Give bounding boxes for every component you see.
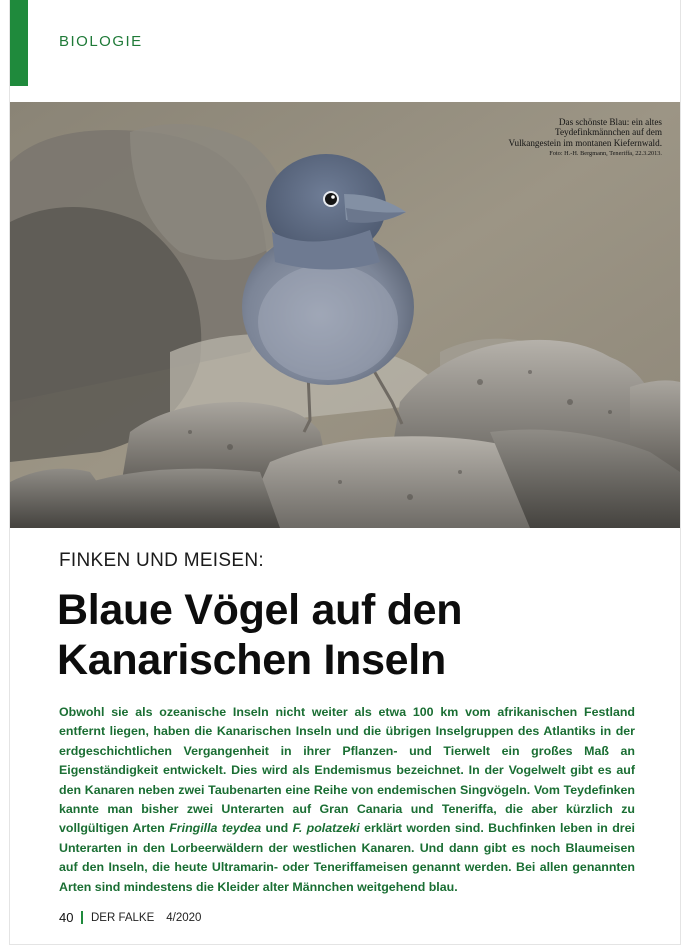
section-label: BIOLOGIE (59, 33, 143, 50)
caption-text: Das schönste Blau: ein altes Teydefinkmännchen auf dem Vulkangestein im montanen Kiefernwald. (508, 117, 662, 148)
blue-chaffinch-illustration (10, 102, 680, 528)
photo-caption (502, 117, 662, 157)
magazine-name: DER FALKE (90, 911, 155, 924)
footer-divider (81, 911, 83, 924)
headline-line-1: Blaue Vögel auf den (57, 586, 463, 634)
lead-text-3: erklärt worden sind. Buchfinken leben in drei Unterarten in den Lorbeerwäldern der westlichen Kanaren. Und dann gibt es noch Blaumeisen auf den Inseln, die heute Ultramarin- oder Teneriffameisen genannt werden. Bei allen genannten Arten sind mindestens die Kleider alter Männchen weitgehend blau. (59, 821, 635, 894)
section-color-bar (10, 0, 28, 86)
issue-number: 4/2020 (166, 911, 202, 924)
page-number: 40 (59, 910, 74, 925)
photo-credit: Foto: H.-H. Bergmann, Teneriffa, 22.3.2013. (549, 150, 662, 158)
lead-paragraph (59, 703, 635, 897)
headline-line-2: Kanarischen Inseln (57, 636, 446, 684)
lead-text-1: Obwohl sie als ozeanische Inseln nicht weiter als etwa 100 km vom afrikanischen Festland entfernt liegen, haben die Kanarischen Inseln und die übrigen Inselgruppen des Atlantiks in der erdgeschichtlichen Vergangenheit in ihrer Pflanzen- und Tierwelt ein großes Maß an Eigenständigkeit entwickelt. Dies wird als Endemismus bezeichnet. In der Vogelwelt gibt es auf den Kanaren neben zwei Taubenarten eine Reihe von endemischen Singvögeln. Vom Teydefinken kannte man bisher zwei Unterarten auf Gran Canaria und Teneriffa, die aber kürzlich zu vollgültigen Arten (59, 705, 635, 836)
species-name-2: F. polatzeki (292, 821, 360, 836)
lead-text-2: und (261, 821, 293, 836)
species-name-1: Fringilla teydea (169, 821, 262, 836)
page-footer (59, 910, 201, 925)
article-kicker: FINKEN UND MEISEN: (59, 550, 264, 571)
article-headline (57, 585, 657, 685)
bird-photo (10, 102, 680, 528)
